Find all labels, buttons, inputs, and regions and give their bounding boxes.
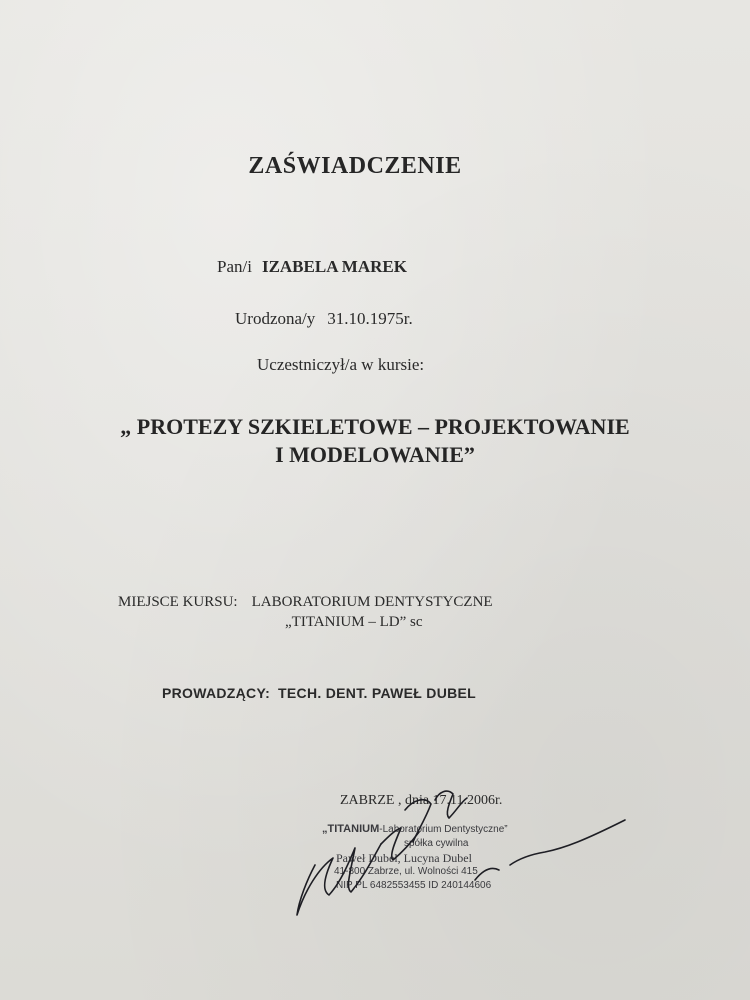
lead-label: PROWADZĄCY: xyxy=(162,685,271,701)
stamp-brand-rest: -Laboratorium Dentystyczne” xyxy=(379,824,508,835)
place-date-line: ZABRZE , dnia 17.11.2006r. xyxy=(340,793,503,808)
born-label: Urodzona/y xyxy=(235,309,316,328)
stamp-line5: NIP PL 6482553455 ID 240144606 xyxy=(336,880,492,891)
recipient-line xyxy=(217,257,407,277)
place-value-line2: „TITANIUM – LD” sc xyxy=(285,614,423,630)
instructor-line xyxy=(162,685,476,701)
stamp-brand: „TITANIUM xyxy=(322,823,380,835)
place-label: MIEJSCE KURSU: xyxy=(118,594,238,610)
stamp-line3: Paweł Dubel, Lucyna Dubel xyxy=(336,851,472,865)
stamp-line4: 41-800 Zabrze, ul. Wolności 415 xyxy=(334,866,478,877)
pan-label: Pan/i xyxy=(217,257,252,276)
lead-value: TECH. DENT. PAWEŁ DUBEL xyxy=(278,685,477,701)
company-stamp xyxy=(322,822,542,893)
course-place-line xyxy=(118,594,493,611)
stamp-line1 xyxy=(322,822,542,837)
document-title: ZAŚWIADCZENIE xyxy=(248,153,462,179)
birth-line xyxy=(235,309,413,329)
place-value: LABORATORIUM DENTYSTYCZNE xyxy=(251,594,493,610)
course-title-line1: „ PROTEZY SZKIELETOWE – PROJEKTOWANIE xyxy=(120,414,630,439)
course-title xyxy=(0,413,750,469)
course-title-line2: I MODELOWANIE” xyxy=(275,442,475,467)
stamp-line2: spółka cywilna xyxy=(404,838,469,849)
recipient-name: IZABELA MAREK xyxy=(261,257,407,276)
birth-date: 31.10.1975r. xyxy=(327,309,413,328)
course-intro: Uczestniczył/a w kursie: xyxy=(257,355,425,374)
